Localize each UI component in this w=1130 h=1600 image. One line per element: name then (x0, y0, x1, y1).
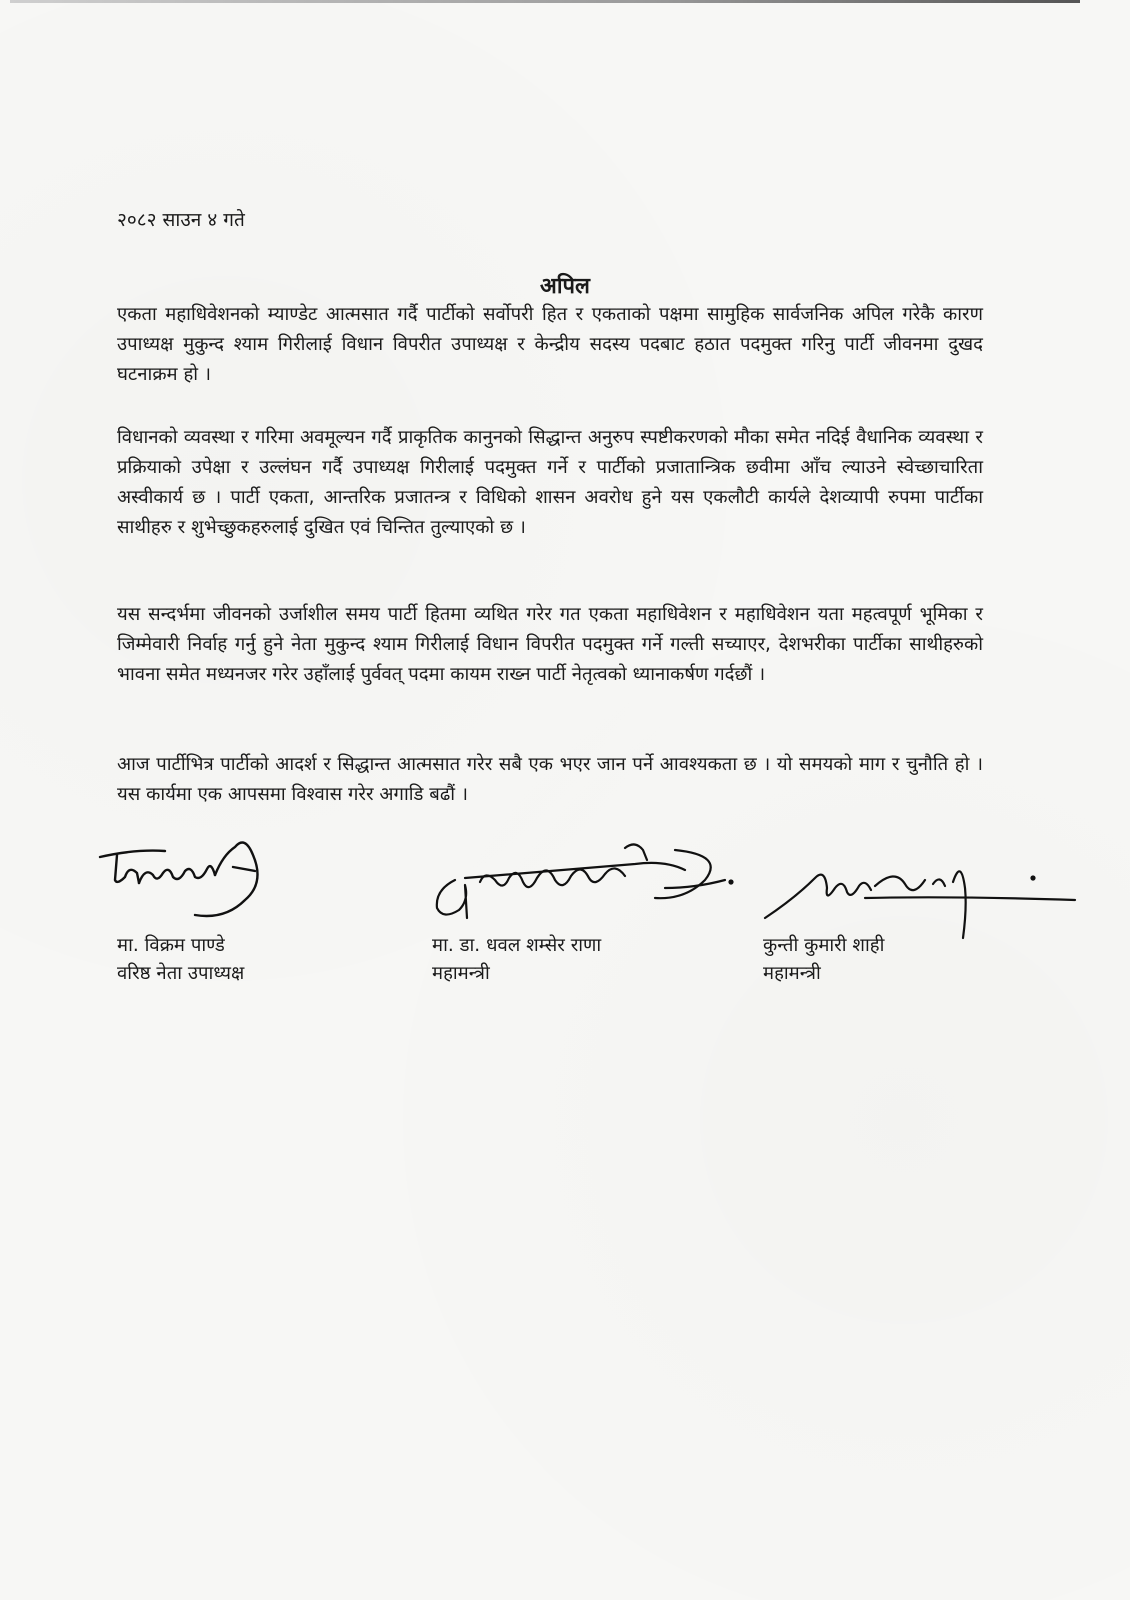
paragraph-1: एकता महाधिवेशनको म्याण्डेट आत्मसात गर्दै पार्टीको सर्वोपरी हित र एकताको पक्षमा सामुहिक सार्वजनिक अपिल गरेकै कारण उपाध्यक्ष मुकुन्द श्याम गिरीलाई विधान विपरीत उपाध्यक्ष र केन्द्रीय सदस्य पदबाट हठात पदमुक्त गरिनु पार्टी जीवनमा दुखद घटनाक्रम हो । (117, 304, 983, 385)
paragraph-2: विधानको व्यवस्था र गरिमा अवमूल्यन गर्दै प्राकृतिक कानुनको सिद्धान्त अनुरुप स्पष्टीकरणको मौका समेत नदिई वैधानिक व्यवस्था र प्रक्रियाको उपेक्षा र उल्लंघन गर्दै उपाध्यक्ष गिरीलाई पदमुक्त गर्ने र पार्टीको प्रजातान्त्रिक छवीमा आँच ल्याउने स्वेच्छाचारिता अस्वीकार्य छ । पार्टी एकता, आन्तरिक प्रजातन्त्र र विधिको शासन अवरोध हुने यस एकलौटी कार्यले देशव्यापी रुपमा पार्टीका साथीहरु र शुभेच्छुकहरुलाई दुखित एवं चिन्तित तुल्याएको छ । (117, 427, 983, 538)
document-date: २०८२ साउन ४ गते (117, 209, 245, 231)
paragraph-4: आज पार्टीभित्र पार्टीको आदर्श र सिद्धान्त आत्मसात गरेर सबै एक भएर जान पर्ने आवश्यकता छ । यो समयको माग र चुनौति हो । यस कार्यमा एक आपसमा विश्वास गरेर अगाडि बढौं । (117, 754, 983, 805)
top-edge-rule (10, 0, 1080, 3)
signer-3-name: कुन्ती कुमारी शाही (763, 935, 885, 956)
signer-1-role: वरिष्ठ नेता उपाध्यक्ष (117, 963, 245, 984)
paragraph-3: यस सन्दर्भमा जीवनको उर्जाशील समय पार्टी हितमा व्यथित गरेर गत एकता महाधिवेशन र महाधिवेशन यता महत्वपूर्ण भूमिका र जिम्मेवारी निर्वाह गर्नु हुने नेता मुकुन्द श्याम गिरीलाई विधान विपरीत पदमुक्त गर्ने गल्ती सच्याएर, देशभरीका पार्टीका साथीहरुको भावना समेत मध्यनजर गरेर उहाँलाई पुर्ववत् पदमा कायम राख्न पार्टी नेतृत्वको ध्यानाकर्षण गर्दछौं । (117, 604, 983, 685)
signer-1-name: मा. विक्रम पाण्डे (117, 935, 225, 956)
signature-1 (95, 825, 285, 930)
signer-2-name: मा. डा. धवल शम्सेर राणा (432, 935, 602, 956)
signature-2 (425, 830, 745, 925)
document-title: अपिल (540, 274, 590, 299)
signer-3-role: महामन्त्री (763, 963, 821, 984)
signer-2-role: महामन्त्री (432, 963, 490, 984)
